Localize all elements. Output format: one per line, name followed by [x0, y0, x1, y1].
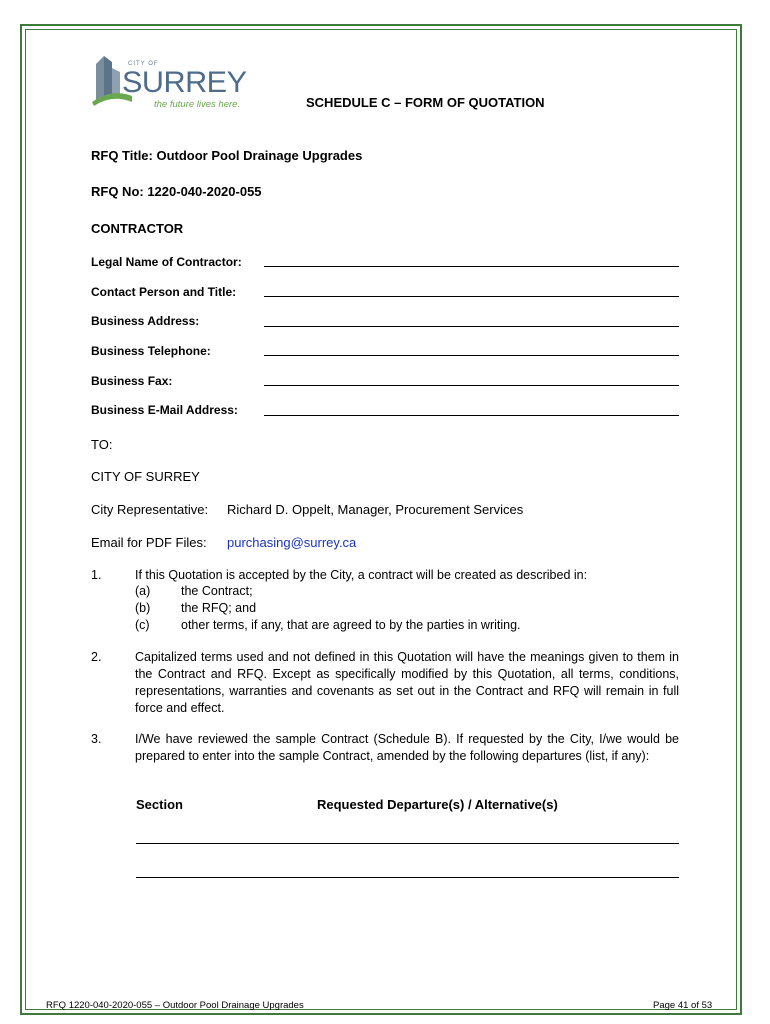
item-1-number: 1. — [91, 568, 102, 582]
contact-person-field[interactable] — [264, 296, 679, 297]
city-representative-label: City Representative: — [91, 502, 209, 517]
section-column-header: Section — [136, 797, 183, 812]
rfq-title: RFQ Title: Outdoor Pool Drainage Upgrades — [91, 148, 363, 163]
departure-entry-line-2[interactable] — [136, 877, 679, 878]
item-2-number: 2. — [91, 650, 102, 664]
logo-tagline: the future lives here. — [154, 99, 241, 110]
business-fax-label: Business Fax: — [91, 374, 173, 388]
subitem-c-letter: (c) — [135, 618, 150, 632]
footer-page-number: Page 41 of 53 — [653, 1000, 713, 1011]
city-of-surrey-logo — [92, 52, 252, 112]
subitem-b-letter: (b) — [135, 601, 151, 615]
email-link[interactable]: purchasing@surrey.ca — [227, 535, 357, 550]
city-representative-value: Richard D. Oppelt, Manager, Procurement Services — [227, 502, 524, 517]
contact-person-label: Contact Person and Title: — [91, 285, 237, 299]
legal-name-field[interactable] — [264, 266, 679, 267]
subitem-c-text: other terms, if any, that are agreed to by the parties in writing. — [181, 618, 521, 632]
item-1-text: If this Quotation is accepted by the City, a contract will be created as described in: — [135, 568, 588, 582]
rfq-number: RFQ No: 1220-040-2020-055 — [91, 184, 262, 199]
logo-surrey: SURREY — [122, 66, 247, 99]
city-of-surrey-text: CITY OF SURREY — [91, 469, 200, 484]
subitem-b-text: the RFQ; and — [181, 601, 257, 615]
page-border-inner — [25, 29, 737, 1010]
subitem-a-text: the Contract; — [181, 584, 253, 598]
business-email-field[interactable] — [264, 415, 679, 416]
footer-rfq-reference: RFQ 1220-040-2020-055 – Outdoor Pool Drainage Upgrades — [46, 1000, 304, 1011]
page-title: SCHEDULE C – FORM OF QUOTATION — [306, 95, 545, 110]
business-address-field[interactable] — [264, 326, 679, 327]
departures-column-header: Requested Departure(s) / Alternative(s) — [317, 797, 558, 812]
business-telephone-field[interactable] — [264, 355, 679, 356]
business-address-label: Business Address: — [91, 314, 200, 328]
to-label: TO: — [91, 437, 113, 452]
item-3-number: 3. — [91, 732, 102, 746]
departure-entry-line-1[interactable] — [136, 843, 679, 844]
contractor-heading: CONTRACTOR — [91, 221, 184, 236]
business-email-label: Business E-Mail Address: — [91, 403, 238, 417]
legal-name-label: Legal Name of Contractor: — [91, 255, 242, 269]
item-3-text: I/We have reviewed the sample Contract (Schedule B). If requested by the City, I/we would be prepared to enter into the sample Contract, amended by the following departures (list, if any): — [135, 732, 679, 763]
business-telephone-label: Business Telephone: — [91, 344, 211, 358]
item-2-text: Capitalized terms used and not defined in this Quotation will have the meanings given to them in the Contract and RFQ. Except as specifically modified by this Quotation, all terms, conditions, representations, warranties and covenants as set out in the Contract and RFQ will remain in full force and effect. — [135, 650, 679, 715]
email-label: Email for PDF Files: — [91, 535, 207, 550]
business-fax-field[interactable] — [264, 385, 679, 386]
logo-city-of: CITY OF — [128, 61, 159, 67]
subitem-a-letter: (a) — [135, 584, 151, 598]
